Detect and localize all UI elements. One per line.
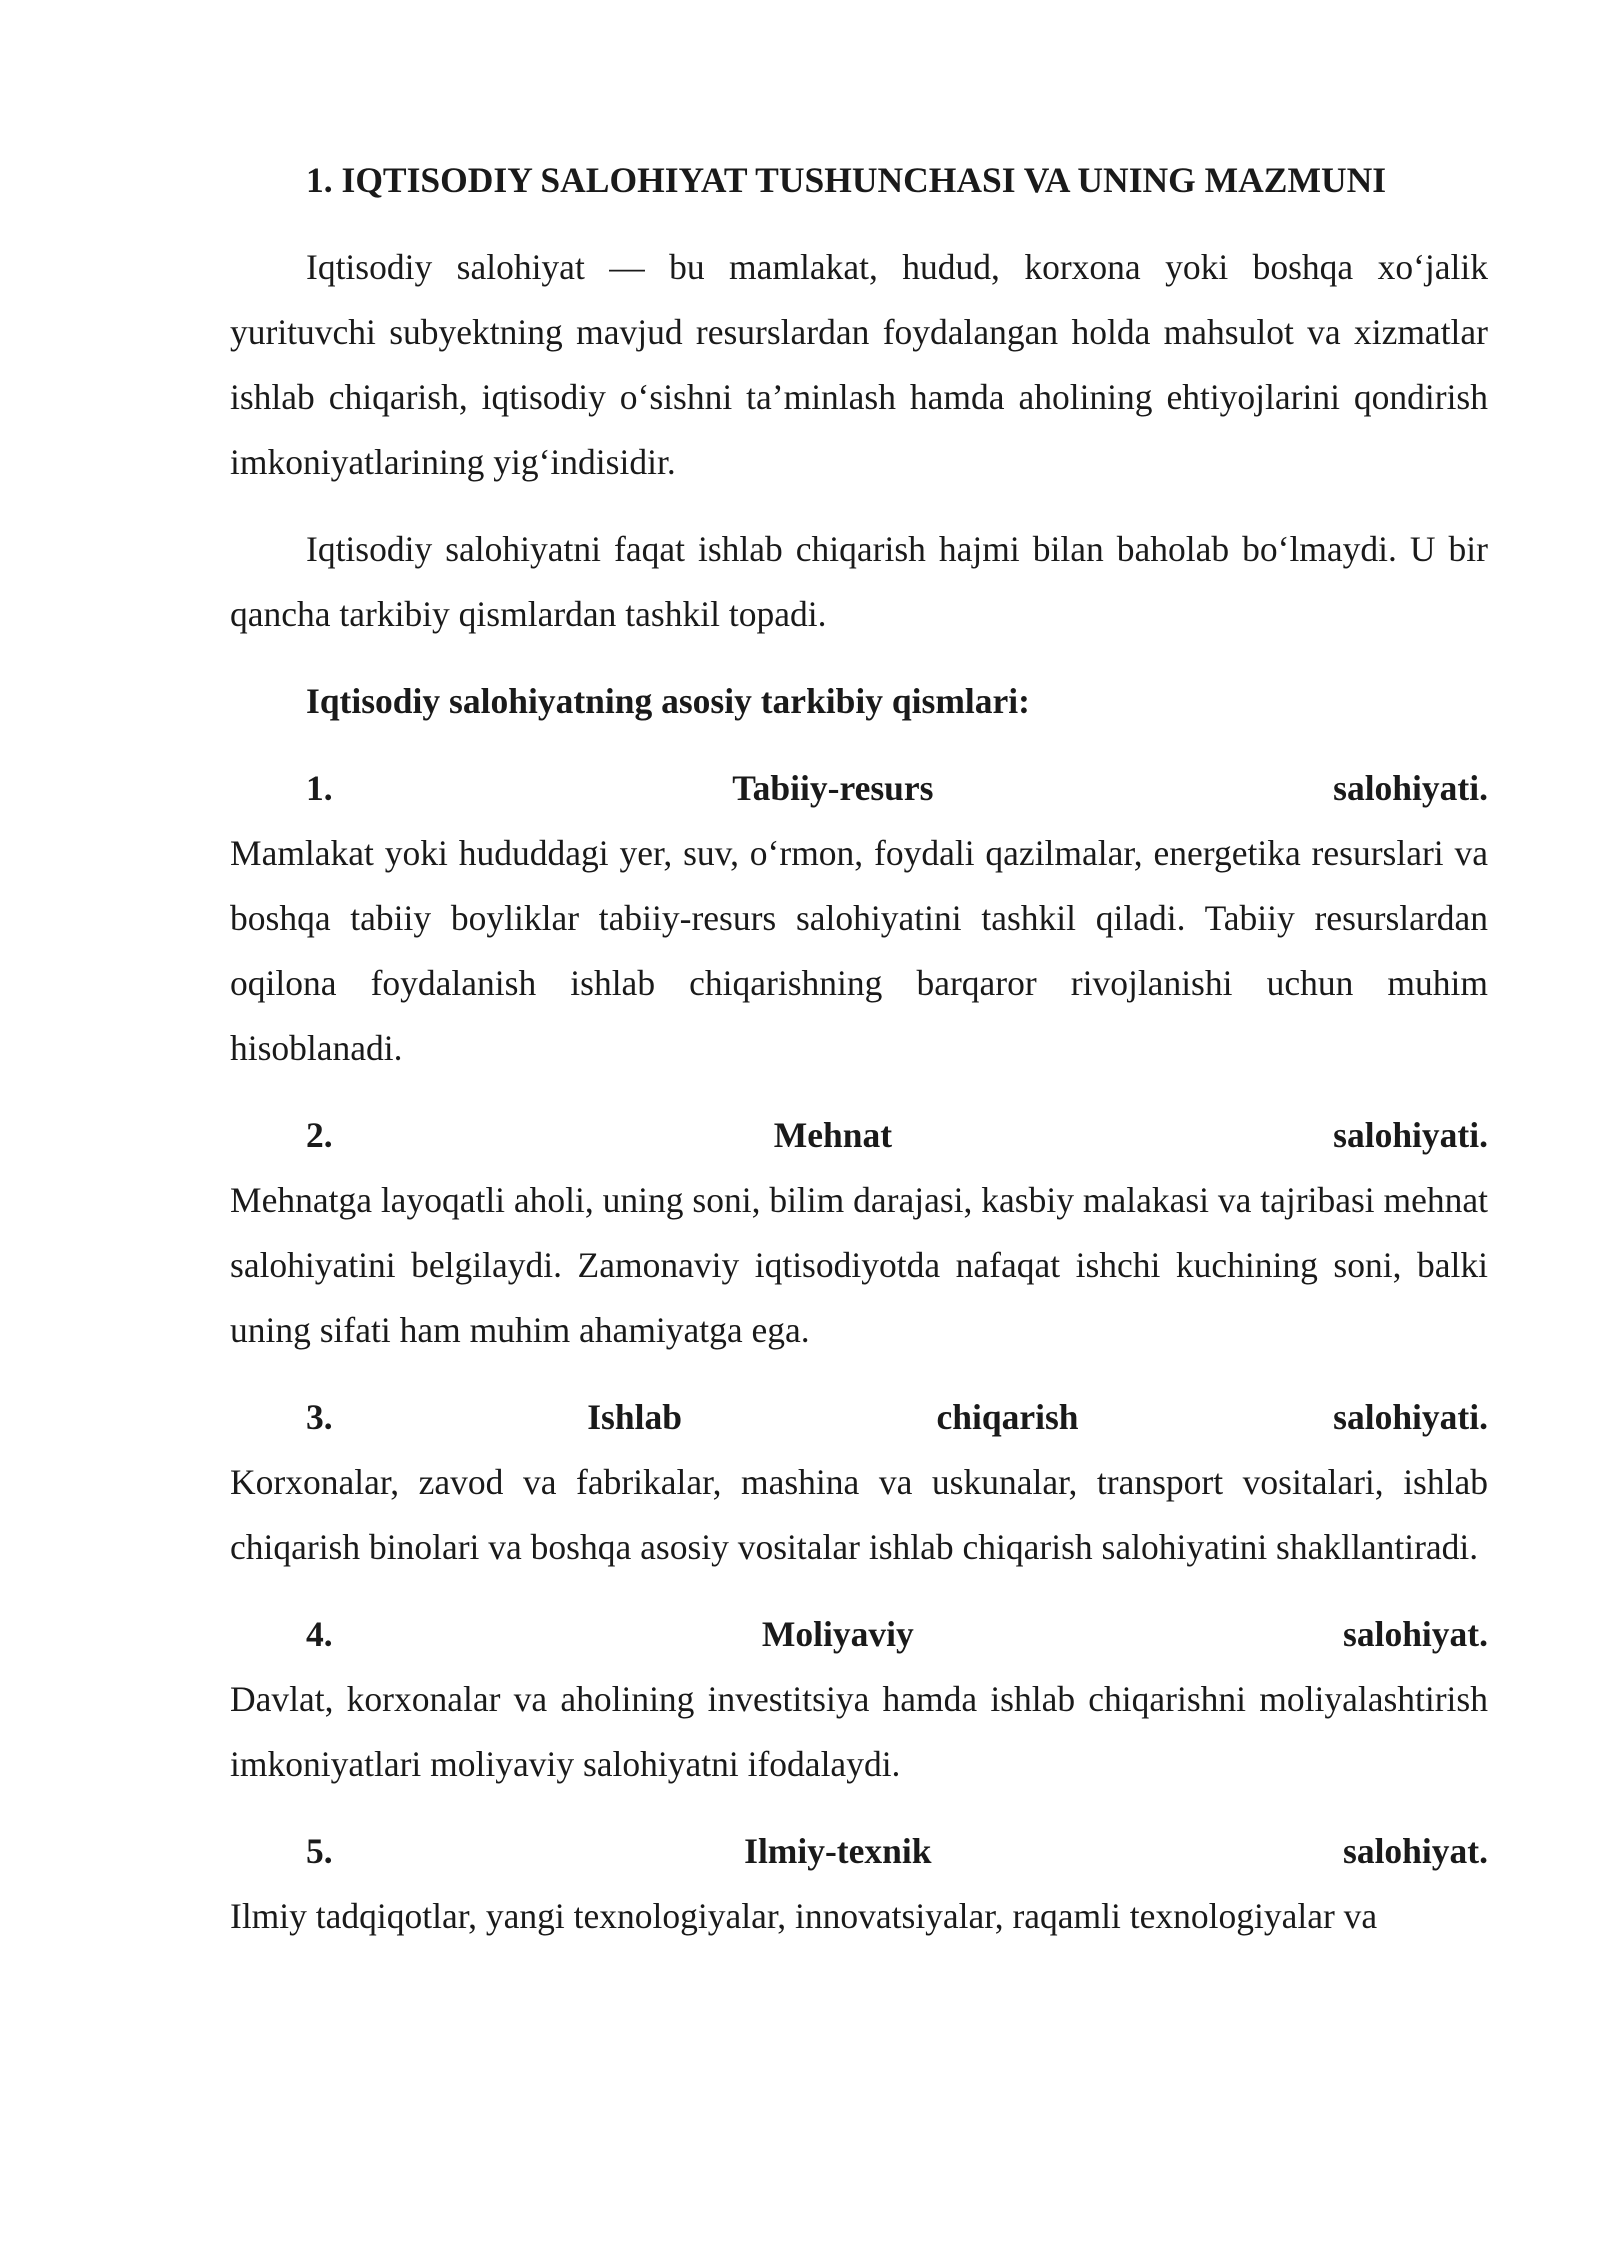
list-item-number: 3. <box>306 1397 333 1437</box>
list-item-heading <box>230 756 1488 821</box>
list-item-text: Korxonalar, zavod va fabrikalar, mashina va uskunalar, transport vositalari, ishlab chiqarish binolari va boshqa asosiy vositalar ishlab chiqarish salohiyatini shakllantiradi. <box>230 1462 1488 1567</box>
list-item-text: Mamlakat yoki hududdagi yer, suv, o‘rmon, foydali qazilmalar, energetika resurslari va boshqa tabiiy boyliklar tabiiy-resurs salohiyatini tashkil qiladi. Tabiiy resurslardan oqilona foydalanish ishlab chiqarishning barqaror rivojlanishi uchun muhim hisoblanadi. <box>230 833 1488 1068</box>
components-subheading: Iqtisodiy salohiyatning asosiy tarkibiy qismlari: <box>306 681 1030 721</box>
list-item-title-word: Tabiiy-resurs <box>732 768 934 808</box>
list-item-heading <box>230 1103 1488 1168</box>
list-item-title-word: Moliyaviy <box>761 1614 914 1654</box>
list-item-text: Mehnatga layoqatli aholi, uning soni, bilim darajasi, kasbiy malakasi va tajribasi mehnat salohiyatini belgilaydi. Zamonaviy iqtisodiyotda nafaqat ishchi kuchining soni, balki uning sifati ham muhim ahamiyatga ega. <box>230 1180 1488 1350</box>
list-item <box>230 756 1488 1081</box>
list-item-title-word: salohiyati. <box>1333 768 1488 808</box>
list-item-number: 1. <box>306 768 333 808</box>
list-item-title-word: Mehnat <box>773 1115 893 1155</box>
paragraph-components-intro: Iqtisodiy salohiyatni faqat ishlab chiqarish hajmi bilan baholab bo‘lmaydi. U bir qancha tarkibiy qismlardan tashkil topadi. <box>230 529 1488 634</box>
list-item-title-word: salohiyat. <box>1343 1831 1488 1871</box>
list-item-title-word: Ishlab <box>587 1397 682 1437</box>
list-item-title-word: salohiyat. <box>1343 1614 1488 1654</box>
list-item-title-word: Ilmiy-texnik <box>744 1831 932 1871</box>
list-item <box>230 1819 1488 1949</box>
list-item-title-word: salohiyati. <box>1333 1115 1488 1155</box>
list-item-heading <box>230 1819 1488 1884</box>
list-item-heading <box>230 1385 1488 1450</box>
document-page <box>230 148 1488 1971</box>
paragraph-definition: Iqtisodiy salohiyat — bu mamlakat, hudud, korxona yoki boshqa xo‘jalik yurituvchi subyektning mavjud resurslardan foydalangan holda mahsulot va xizmatlar ishlab chiqarish, iqtisodiy o‘sishni ta’minlash hamda aholining ehtiyojlarini qondirish imkoniyatlarining yig‘indisidir. <box>230 247 1488 482</box>
list-item-text: Ilmiy tadqiqotlar, yangi texnologiyalar, innovatsiyalar, raqamli texnologiyalar va <box>230 1896 1378 1936</box>
list-item-number: 2. <box>306 1115 333 1155</box>
list-item-title-word: chiqarish <box>936 1397 1079 1437</box>
list-item <box>230 1602 1488 1797</box>
list-item-title-word: salohiyati. <box>1333 1397 1488 1437</box>
list-item-number: 5. <box>306 1831 333 1871</box>
list-item-number: 4. <box>306 1614 333 1654</box>
list-item-text: Davlat, korxonalar va aholining investitsiya hamda ishlab chiqarishni moliyalashtirish imkoniyatlari moliyaviy salohiyatni ifodalaydi. <box>230 1679 1488 1784</box>
list-item <box>230 1385 1488 1580</box>
list-item-heading <box>230 1602 1488 1667</box>
list-item <box>230 1103 1488 1363</box>
section-heading: 1. IQTISODIY SALOHIYAT TUSHUNCHASI VA UNING MAZMUNI <box>306 160 1387 200</box>
